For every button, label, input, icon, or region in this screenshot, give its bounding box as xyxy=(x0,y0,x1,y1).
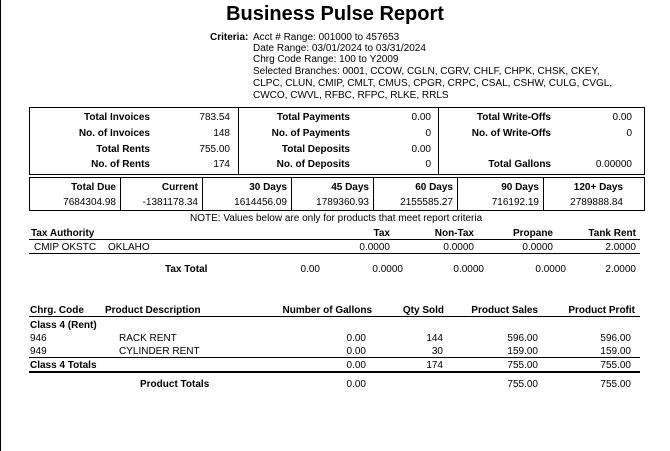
col-chrg-code: Chrg. Code xyxy=(30,305,84,316)
no-invoices-label: No. of Invoices xyxy=(78,128,150,139)
divider xyxy=(238,107,239,174)
aging-header: 30 Days xyxy=(249,182,287,193)
col-product-desc: Product Description xyxy=(105,305,201,316)
total-payments-value: 0.00 xyxy=(411,112,431,123)
total-invoices-value: 783.54 xyxy=(199,112,230,123)
aging-header: 60 Days xyxy=(415,182,453,193)
tax-row-propane: 0.0000 xyxy=(522,242,553,253)
nontax-header: Non-Tax xyxy=(434,228,474,239)
col-sales: Product Sales xyxy=(471,305,538,316)
total-rents-label: Total Rents xyxy=(96,144,150,155)
header-rule xyxy=(29,316,640,317)
aging-value: 2155585.27 xyxy=(400,197,453,208)
row-rule xyxy=(29,253,640,254)
no-deposits-value: 0 xyxy=(425,159,431,170)
product-row-gallons: 0.00 xyxy=(346,346,366,357)
product-totals-sales: 755.00 xyxy=(507,379,538,390)
total-deposits-label: Total Deposits xyxy=(281,144,350,155)
no-writeoffs-label: No. of Write-Offs xyxy=(471,128,551,139)
product-row-qty: 30 xyxy=(431,346,443,357)
tankrent-header: Tank Rent xyxy=(588,228,636,239)
aging-value: -1381178.34 xyxy=(142,197,198,208)
tax-row-nontax: 0.0000 xyxy=(443,242,474,253)
col-qty: Qty Sold xyxy=(402,305,444,316)
product-row-desc: RACK RENT xyxy=(119,333,177,344)
tax-total-nontax: 0.0000 xyxy=(453,264,484,275)
criteria-line: CLPC, CLUN, CMIP, CMLT, CMUS, CPGR, CRPC, CSAL, CSHW, CULG, CVGL, xyxy=(253,78,613,89)
product-row-desc: CYLINDER RENT xyxy=(119,346,200,357)
product-row-profit: 596.00 xyxy=(600,333,631,344)
aging-header: 90 Days xyxy=(501,182,539,193)
criteria-line: Selected Branches: 0001, CCOW, CGLN, CGRV, CHLF, CHPK, CHSK, CKEY, xyxy=(253,66,600,77)
product-row-code: 946 xyxy=(30,333,47,344)
aging-value: 716192.19 xyxy=(491,197,539,208)
tax-row-tax: 0.0000 xyxy=(359,242,390,253)
total-gallons-value: 0.00000 xyxy=(595,159,632,170)
product-row-code: 949 xyxy=(30,346,47,357)
tax-row-tankrent: 2.0000 xyxy=(605,242,636,253)
report-title: Business Pulse Report xyxy=(226,3,444,25)
product-row-sales: 596.00 xyxy=(507,333,538,344)
class-total-profit: 755.00 xyxy=(600,360,631,371)
product-row-qty: 144 xyxy=(426,333,443,344)
class-total-sales: 755.00 xyxy=(507,360,538,371)
propane-header: Propane xyxy=(512,228,553,239)
tax-authority-header: Tax Authority xyxy=(31,228,95,239)
aging-value: 1789360.93 xyxy=(316,197,369,208)
aging-header: Total Due xyxy=(71,182,116,193)
no-rents-label: No. of Rents xyxy=(91,159,150,170)
criteria-line: Acct # Range: 001000 to 457653 xyxy=(253,32,400,43)
total-payments-label: Total Payments xyxy=(276,112,350,123)
tax-row-code: CMIP OKSTC xyxy=(34,242,97,253)
page-left-edge xyxy=(0,0,1,451)
tax-total-propane: 0.0000 xyxy=(535,264,566,275)
aging-header: Current xyxy=(161,182,198,193)
no-deposits-label: No. of Deposits xyxy=(276,159,350,170)
total-invoices-label: Total Invoices xyxy=(84,112,150,123)
aging-value: 2789888.84 xyxy=(570,197,623,208)
product-totals-gallons: 0.00 xyxy=(346,379,366,390)
product-totals-label: Product Totals xyxy=(140,379,210,390)
product-row-sales: 159.00 xyxy=(507,346,538,357)
tax-total-label: Tax Total xyxy=(165,264,208,275)
product-row-gallons: 0.00 xyxy=(346,333,366,344)
tax-total-tax: 0.0000 xyxy=(372,264,403,275)
criteria-line: Date Range: 03/01/2024 to 03/31/2024 xyxy=(253,43,426,54)
total-gallons-label: Total Gallons xyxy=(488,159,551,170)
class-total-bottom-rule xyxy=(29,371,640,373)
report-note: NOTE: Values below are only for products that meet report criteria xyxy=(190,213,483,224)
criteria-line: CWCO, CWVL, RFBC, RFPC, RLKE, RRLS xyxy=(253,90,449,101)
total-writeoffs-label: Total Write-Offs xyxy=(476,112,551,123)
no-rents-value: 174 xyxy=(213,159,230,170)
class-total-label: Class 4 Totals xyxy=(30,360,97,371)
tax-row-name: OKLAHO xyxy=(108,242,150,253)
aging-value: 1614456.09 xyxy=(234,197,287,208)
class-total-rule xyxy=(29,357,640,358)
total-rents-value: 755.00 xyxy=(199,144,230,155)
product-row-profit: 159.00 xyxy=(600,346,631,357)
divider xyxy=(438,107,439,174)
tax-total-tankrent: 2.0000 xyxy=(605,264,636,275)
aging-header: 45 Days xyxy=(331,182,369,193)
header-rule xyxy=(29,239,640,240)
tax-header: Tax xyxy=(373,228,390,239)
criteria-label: Criteria: xyxy=(210,32,249,43)
col-gallons: Number of Gallons xyxy=(282,305,372,316)
class-label: Class 4 (Rent) xyxy=(30,320,97,331)
aging-value: 7684304.98 xyxy=(63,197,116,208)
total-writeoffs-value: 0.00 xyxy=(612,112,632,123)
criteria-line: Chrg Code Range: 100 to Y2009 xyxy=(253,54,399,65)
col-profit: Product Profit xyxy=(568,305,635,316)
class-total-gallons: 0.00 xyxy=(346,360,366,371)
no-writeoffs-value: 0 xyxy=(626,128,632,139)
product-totals-profit: 755.00 xyxy=(600,379,631,390)
total-deposits-value: 0.00 xyxy=(411,144,431,155)
aging-header: 120+ Days xyxy=(573,182,623,193)
class-total-qty: 174 xyxy=(426,360,443,371)
no-invoices-value: 148 xyxy=(213,128,230,139)
no-payments-label: No. of Payments xyxy=(271,128,350,139)
no-payments-value: 0 xyxy=(425,128,431,139)
tax-total-a: 0.00 xyxy=(300,264,320,275)
